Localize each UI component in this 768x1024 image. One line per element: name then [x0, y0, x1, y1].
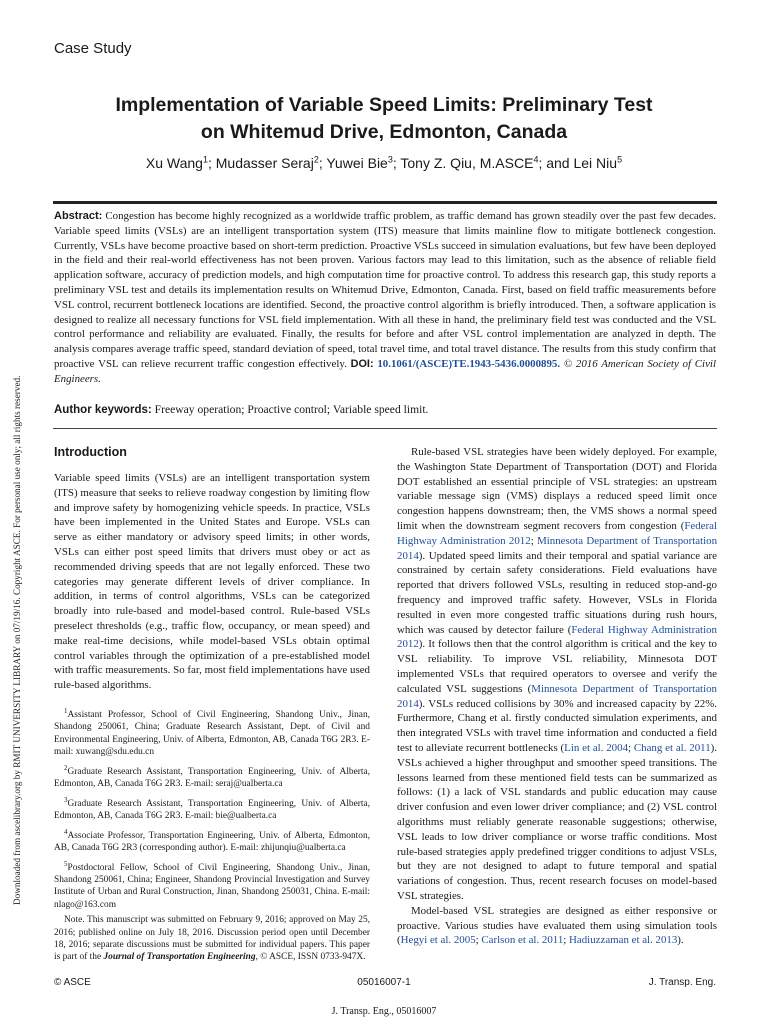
- footnote: $^5$Postdoctoral Fellow, School of Civil Engineering, Shandong Univ., Jinan, Shandong 250061, China; Engineer, Shandong Provincial Investigation and Survey Institute of Urban and Rural Construction, Jinan, Shandong 250031, China. E-mail: nlago@163.com: [54, 859, 370, 910]
- title-line-1: Implementation of Variable Speed Limits: Preliminary Test: [115, 94, 653, 116]
- citation-link[interactable]: Federal Highway Administration 2012: [397, 519, 717, 547]
- keywords-text: Freeway operation; Proactive control; Variable speed limit.: [154, 403, 429, 416]
- footnotes: [54, 705, 370, 964]
- citation-link[interactable]: Carlson et al. 2011: [481, 934, 564, 947]
- intro-paragraph-1: Variable speed limits (VSLs) are an intelligent transportation system (ITS) measure that seeks to relieve roadway congestion by limiting flow and improve safety by homogenizing vehicle speeds. In practice, VSLs have been implemented in the United States and Europe. VSLs can serve as either mandatory or advisory speed limits; in other words, VSLs can either post speed limits that drivers must obey or act as recommended driving speeds that are not legally enforced. These two categories may generate different levels of driver compliance. In addition, in terms of control algorithms, VSLs can be categorized broadly into rule-based and model-based control. Rule-based VSLs preselect thresholds (e.g., traffic flow, occupancy, or mean speed) and make real-time decisions, while model-based VSLs obtain optimal control variables through the optimization of a pre-established model with traffic measurements. So far, most field implementations have used rule-based algorithms.: [54, 472, 370, 692]
- doi-link[interactable]: 10.1061/(ASCE)TE.1943-5436.0000895.: [377, 357, 561, 370]
- abstract-copyright: © 2016 American Society of Civil Engineers.: [54, 357, 716, 385]
- citation-link[interactable]: Minnesota Department of Transportation 2014: [397, 682, 717, 710]
- body-paragraph-model-based: Model-based VSL strategies are designed as either responsive or proactive. Various studies have evaluated them using simulation tools (Hegyi et al. 2005; Carlson et al. 2011; Hadiuzzaman et al. 2013).: [397, 904, 717, 947]
- footer-journal: J. Transp. Eng.: [648, 977, 716, 988]
- abstract-divider: [53, 428, 717, 429]
- abstract-label: Abstract:: [54, 210, 103, 222]
- author-4: Tony Z. Qiu, M.ASCE$^4$; and: [400, 154, 574, 171]
- introduction-heading: Introduction: [54, 445, 127, 459]
- bottom-journal-reference: J. Transp. Eng., 05016007: [331, 1006, 437, 1017]
- journal-name: Journal of Transportation Engineering: [103, 952, 256, 963]
- citation-link[interactable]: Lin et al. 2004: [564, 741, 629, 754]
- citation-link[interactable]: Federal Highway Administration 2012: [397, 623, 717, 651]
- header-divider: [53, 201, 717, 204]
- footnote: $^4$Associate Professor, Transportation Engineering, Univ. of Alberta, Edmonton, AB, Canada T6G 2R3 (corresponding author). E-mail: zhijunqiu@ualberta.ca: [54, 827, 370, 854]
- right-column: [397, 445, 717, 948]
- body-paragraph-rule-based: Rule-based VSL strategies have been widely deployed. For example, the Washington State Department of Transportation (DOT) and Florida DOT established an essential principle of VSL strategies: an upstream variable message sign (VMS) displays a reduced speed limit once congestion happens downstream; then, the VMS shows a normal speed limit when the downstream segment recovers from congestion (Federal Highway Administration 2012; Minnesota Department of Transportation 2014). Updated speed limits and their temporal and spatial variance are constrained by certain safety considerations. Field evaluations have reported that drivers followed VSLs, resulting in reduced stop-and-go frequency and improved traffic safety. However, VSLs in Florida resulted in even more congested traffic situations during rush hours, which was caused by detector failure (Federal Highway Administration 2012). It follows then that the control algorithm is critical and the key to VSL reliability. To improve VSL reliability, Minnesota DOT implemented VSLs that required operators to oversee and verify the calculated VSL suggestions (Minnesota Department of Transportation 2014). VSLs reduced collisions by 30% and increased capacity by 22%. Furthermore, Chang et al. firstly conducted simulation experiments, and then integrated VSLs with travel time information and conducted a field test to alleviate recurrent bottlenecks (Lin et al. 2004; Chang et al. 2011). VSLs achieved a higher throughput and smoother speed transitions. The lessons learned from these mentioned field tests can be summarized as follows: (1) a lack of VSL standards and public education may cause driver confusion and even lower driver compliance; and (2) VSL control algorithms must reliably generate reasonable suggestions; otherwise, VSL leads to low driver compliance or worse traffic conditions. Most rule-based strategies apply predefined trigger conditions to adjust VSLs, but they are not designed to adapt to future temporal and spatial variations of congestion. Thus, recent research focuses on model-based VSL strategies.: [397, 446, 718, 902]
- title-line-2: on Whitemud Drive, Edmonton, Canada: [200, 121, 568, 143]
- footnote: $^2$Graduate Research Assistant, Transportation Engineering, Univ. of Alberta, Edmonton, AB, Canada T6G 2R3. E-mail: seraj@ualberta.ca: [54, 763, 370, 790]
- citation-link[interactable]: Chang et al. 2011: [633, 741, 711, 754]
- footnote: $^1$Assistant Professor, School of Civil Engineering, Shandong Univ., Jinan, Shandong 250061, China; Graduate Research Assistant, Dept. of Civil and Environmental Engineering, Univ. of Alberta, Edmonton, AB, Canada T6G 2R3. E-mail: xuwang@sdu.edu.cn: [54, 706, 370, 758]
- footnote: $^3$Graduate Research Assistant, Transportation Engineering, Univ. of Alberta, Edmonton, AB, Canada T6G 2R3. E-mail: bie@ualberta.ca: [54, 795, 370, 822]
- author-1: Xu Wang$^1$;: [145, 154, 216, 171]
- download-notice-text: Downloaded from ascelibrary.org by RMIT UNIVERSITY LIBRARY on 07/19/16. Copyright ASCE. For personal use only; all rights reserved.: [12, 375, 22, 905]
- abstract-text: Congestion has become highly recognized as a worldwide traffic problem, as traffic demand has grown steadily over the past few decades. Variable speed limits (VSLs) are an intelligent transportation system (ITS) measure that limits mainline flow to mitigate bottleneck congestion. Currently, VSLs have become proactive based on short-term prediction. Proactive VSLs succeed in simulation evaluations, but few have been deployed in the field and their real-world effectiveness has not been proven. Various factors may lead to this limitation, such as the absence of reliable field application software, accuracy of prediction models, and high computation time for proactive control. To address this research gap, this study reports a preliminary VSL test and details its implementation results on Whitemud Drive, Edmonton, Canada. First, based on field traffic measurements before VSL control, recurrent bottleneck locations are identified. Second, the proactive control algorithm is briefly introduced. Then, a software application is designed to realize all necessary functions for VSL field implementation. With all these in hand, the preliminary field test was conducted and the VSL control performance and reliability are evaluated. Finally, the results for before and after VSL control implementation are analyzed in depth. The analysis compares average traffic speed, standard deviation of speed, total travel time, and total travel distance. The results from this study confirm that proactive VSL can relieve recurrent traffic congestion effectively.: [54, 210, 716, 370]
- case-study-label: Case Study: [54, 40, 132, 57]
- footer-page-id: 05016007-1: [357, 977, 411, 988]
- paper-title: [60, 92, 708, 146]
- submission-note: Note. This manuscript was submitted on February 9, 2016; approved on May 25, 2016; published online on July 18, 2016. Discussion period open until December 18, 2016; separate discussions must be submitted for individual papers. This paper is part of the Journal of Transportation Engineering, © ASCE, ISSN 0733-947X.: [54, 915, 370, 963]
- citation-link[interactable]: Hadiuzzaman et al. 2013: [569, 934, 678, 947]
- author-5: Lei Niu$^5$: [573, 154, 623, 171]
- footer-copyright: © ASCE: [54, 977, 91, 988]
- doi-label: DOI:: [350, 357, 374, 370]
- citation-link[interactable]: Hegyi et al. 2005: [400, 934, 476, 947]
- abstract-block: [54, 209, 716, 387]
- author-2: Mudasser Seraj$^2$;: [215, 154, 327, 171]
- download-notice: [12, 375, 22, 915]
- keywords-block: [54, 403, 716, 416]
- author-3: Yuwei Bie$^3$;: [326, 154, 401, 171]
- author-list: [60, 154, 708, 171]
- citation-link[interactable]: Minnesota Department of Transportation 2014: [397, 534, 718, 562]
- keywords-label: Author keywords:: [54, 404, 152, 416]
- left-column: [54, 445, 370, 964]
